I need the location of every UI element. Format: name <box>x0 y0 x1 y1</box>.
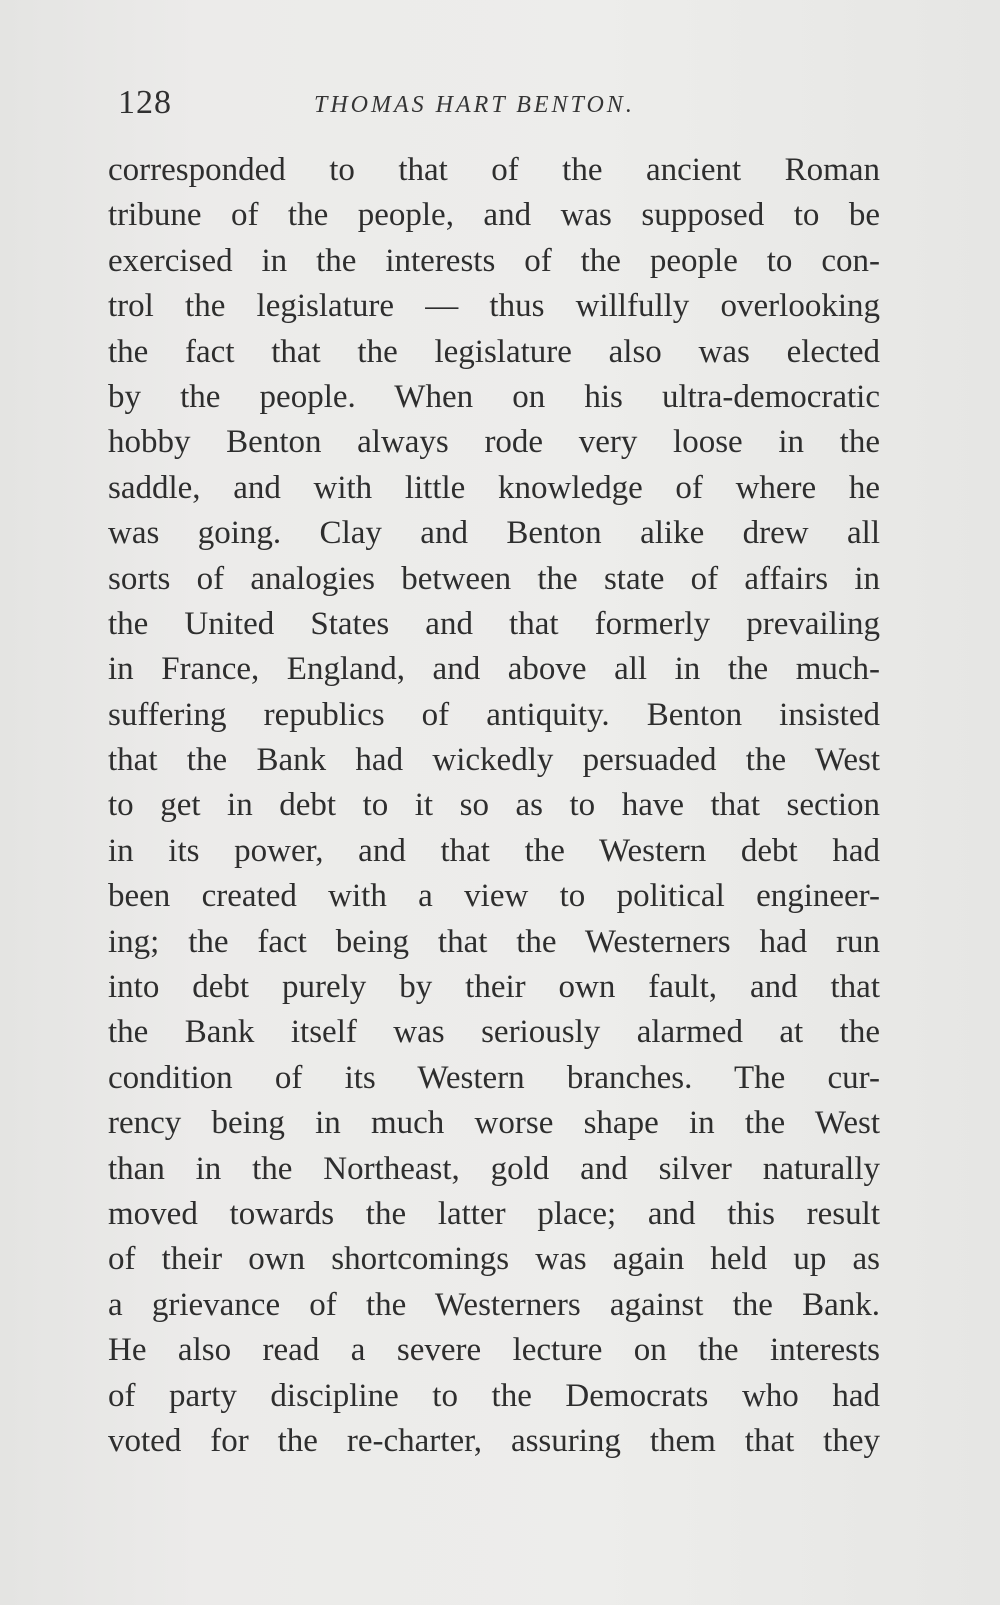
text-line: of their own shortcomings was again held up as <box>108 1241 880 1278</box>
text-line: trol the legislature — thus willfully overlooking <box>108 288 880 325</box>
text-line: He also read a severe lecture on the interests <box>108 1332 880 1369</box>
running-head <box>118 84 878 134</box>
text-line: the Bank itself was seriously alarmed at the <box>108 1014 880 1051</box>
text-line: of party discipline to the Democrats who had <box>108 1377 880 1414</box>
text-line: moved towards the latter place; and this result <box>108 1195 880 1232</box>
text-line: condition of its Western branches. The cur- <box>108 1059 880 1096</box>
text-line: suffering republics of antiquity. Benton insisted <box>108 696 880 733</box>
body-text <box>108 148 880 1464</box>
text-line: was going. Clay and Benton alike drew all <box>108 515 880 552</box>
text-line: exercised in the interests of the people to con- <box>108 242 880 279</box>
text-line: the fact that the legislature also was elected <box>108 333 880 370</box>
text-line: into debt purely by their own fault, and that <box>108 969 880 1006</box>
text-line: voted for the re-charter, assuring them that they <box>108 1422 880 1459</box>
text-line: in France, England, and above all in the much- <box>108 651 880 688</box>
text-line: been created with a view to political engineer- <box>108 878 880 915</box>
text-line: that the Bank had wickedly persuaded the West <box>108 742 880 779</box>
text-line: tribune of the people, and was supposed to be <box>108 197 880 234</box>
running-title: THOMAS HART BENTON. <box>314 92 635 118</box>
text-line: ing; the fact being that the Westerners had run <box>108 923 880 960</box>
text-line: a grievance of the Westerners against the Bank. <box>108 1286 880 1323</box>
text-line: corresponded to that of the ancient Roman <box>108 152 880 188</box>
text-line: the United States and that formerly prevailing <box>108 605 880 642</box>
text-line: sorts of analogies between the state of affairs in <box>108 560 880 597</box>
text-line: than in the Northeast, gold and silver naturally <box>108 1150 880 1187</box>
text-line: to get in debt to it so as to have that section <box>108 787 880 824</box>
text-line: in its power, and that the Western debt had <box>108 832 880 869</box>
text-line: by the people. When on his ultra-democratic <box>108 378 880 415</box>
page-number: 128 <box>118 84 172 121</box>
text-line: hobby Benton always rode very loose in the <box>108 424 880 461</box>
text-line: saddle, and with little knowledge of where he <box>108 469 880 506</box>
text-line: rency being in much worse shape in the West <box>108 1105 880 1142</box>
